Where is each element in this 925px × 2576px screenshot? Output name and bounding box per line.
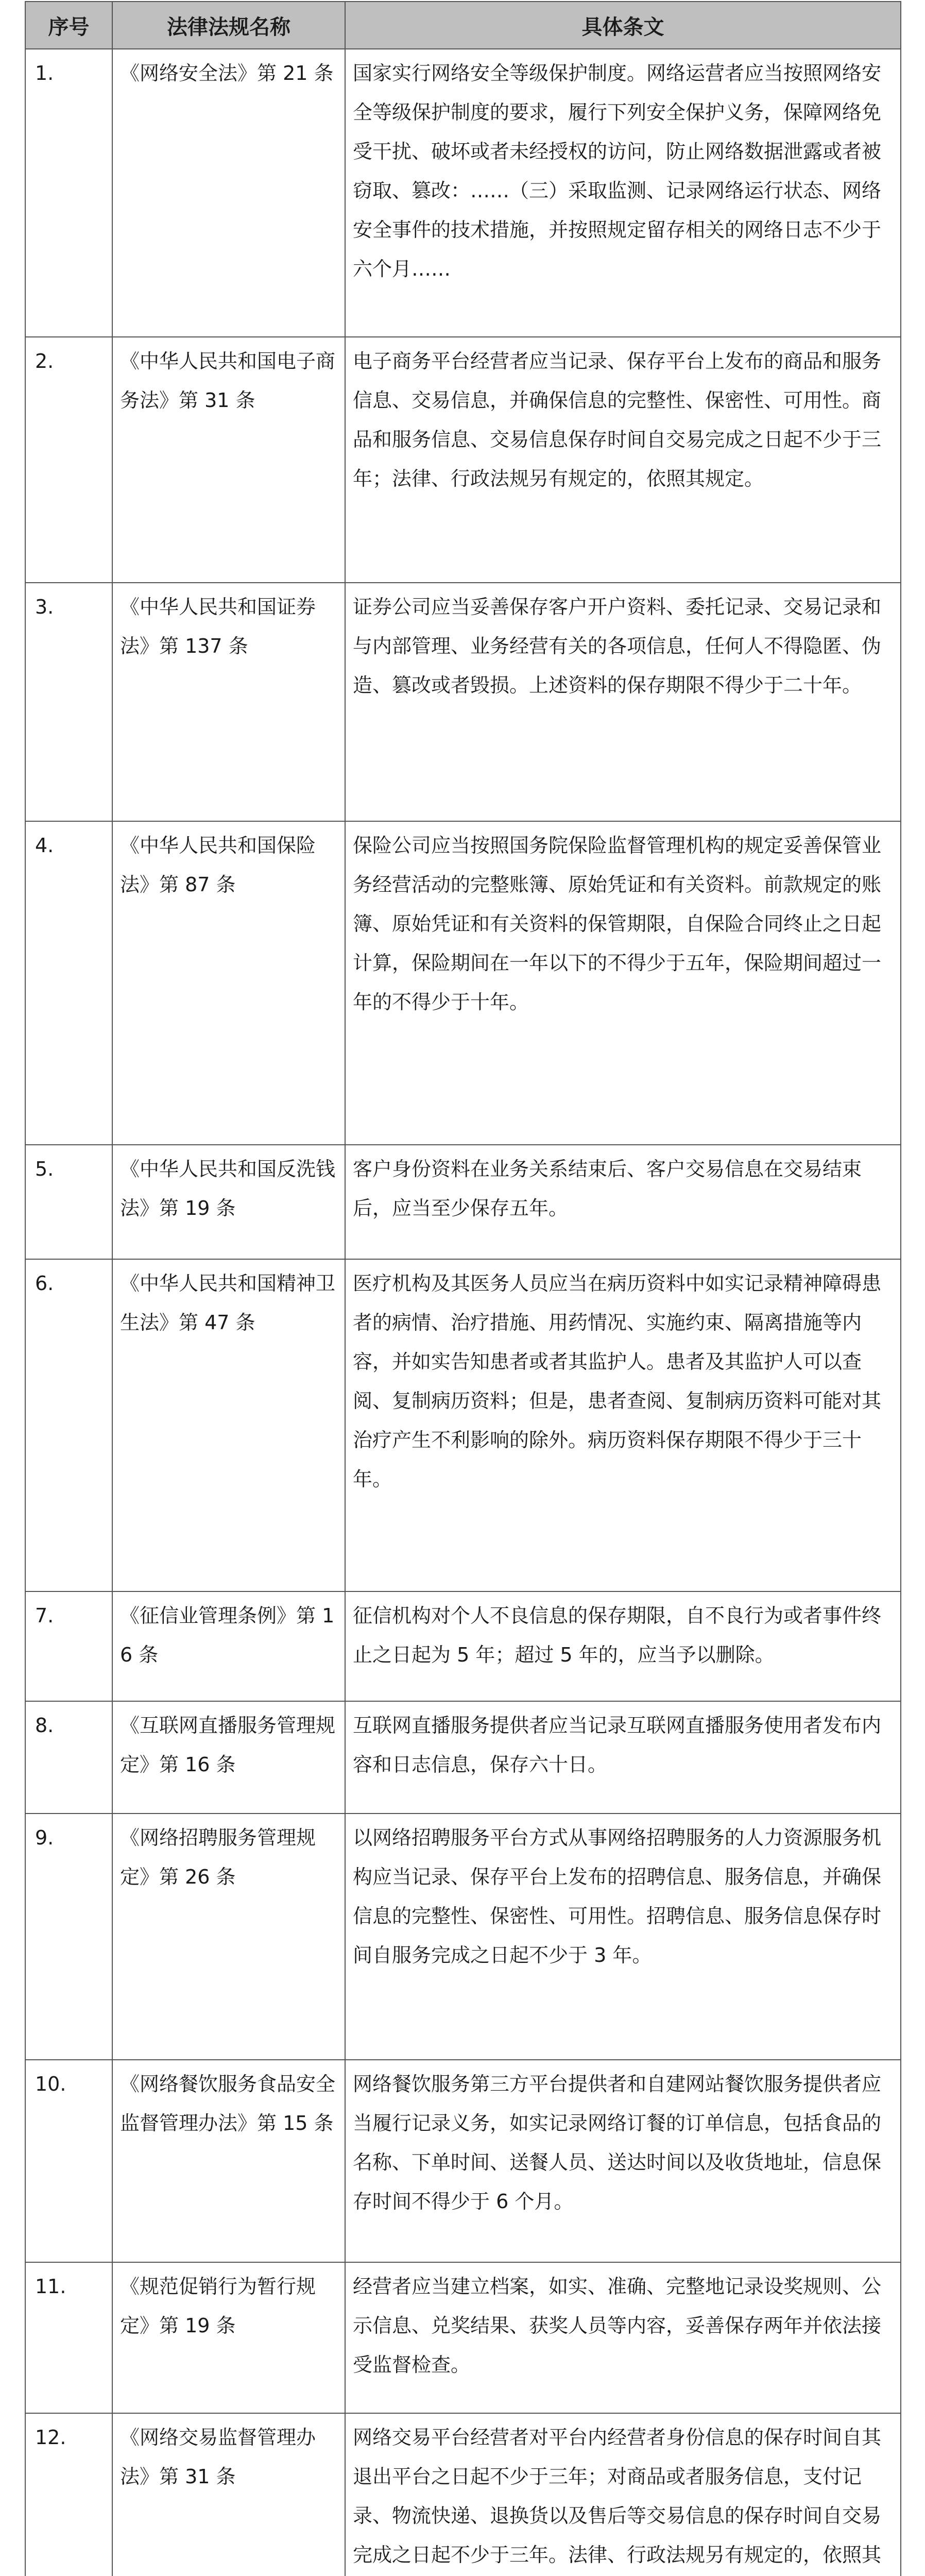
law-paragraph: 医疗机构及其医务人员应当在病历资料中如实记录精神障碍患者的病情、治疗措施、用药情况、实施约束、隔离措施等内容，并如实告知患者或者其监护人。患者及其监护人可以查阅、复制病历资料；但是，患者查阅、复制病历资料可能对其治疗产生不利影响的除外。病历资料保存期限不得少于三十年。	[353, 1272, 882, 1490]
law-text	[345, 1259, 901, 1591]
law-name: 《网络安全法》第 21 条	[112, 49, 345, 337]
table-row	[25, 1591, 901, 1702]
law-paragraph: 电子商务平台经营者应当记录、保存平台上发布的商品和服务信息、交易信息，并确保信息的完整性、保密性、可用性。商品和服务信息、交易信息保存时间自交易完成之日起不少于三年；法律、行政法规另有规定的，依照其规定。	[353, 349, 882, 490]
law-table	[25, 1, 901, 2576]
table-row	[25, 821, 901, 1145]
table-row	[25, 2262, 901, 2413]
row-number: 10.	[25, 2060, 112, 2262]
row-number: 4.	[25, 821, 112, 1145]
law-paragraph: 证券公司应当妥善保存客户开户资料、委托记录、交易记录和与内部管理、业务经营有关的各项信息，任何人不得隐匿、伪造、篡改或者毁损。上述资料的保存期限不得少于二十年。	[353, 596, 882, 697]
law-name: 《中华人民共和国保险法》第 87 条	[112, 821, 345, 1145]
law-paragraph: 以网络招聘服务平台方式从事网络招聘服务的人力资源服务机构应当记录、保存平台上发布的招聘信息、服务信息，并确保信息的完整性、保密性、可用性。招聘信息、服务信息保存时间自服务完成之日起不少于 3 年。	[353, 1826, 882, 1967]
document-page	[25, 1, 900, 2576]
law-text	[345, 2413, 901, 2576]
row-number: 5.	[25, 1145, 112, 1259]
law-paragraph: 互联网直播服务提供者应当记录互联网直播服务使用者发布内容和日志信息，保存六十日。	[353, 1714, 882, 1776]
law-text	[345, 337, 901, 583]
law-text	[345, 2060, 901, 2262]
table-row	[25, 1145, 901, 1259]
row-number: 12.	[25, 2413, 112, 2576]
law-text	[345, 49, 901, 337]
law-text	[345, 821, 901, 1145]
law-text	[345, 2262, 901, 2413]
law-paragraph: 网络交易平台经营者对平台内经营者身份信息的保存时间自其退出平台之日起不少于三年；对商品或者服务信息，支付记录、物流快递、退换货以及售后等交易信息的保存时间自交易完成之日起不少于三年。法律、行政法规另有规定的，依照其	[353, 2426, 882, 2566]
law-text	[345, 1591, 901, 1702]
row-number: 9.	[25, 1814, 112, 2059]
table-row	[25, 49, 901, 337]
table-row	[25, 337, 901, 583]
law-name: 《中华人民共和国电子商务法》第 31 条	[112, 337, 345, 583]
table-row	[25, 1814, 901, 2059]
law-name: 《网络招聘服务管理规定》第 26 条	[112, 1814, 345, 2059]
row-number: 11.	[25, 2262, 112, 2413]
table-row	[25, 2413, 901, 2576]
law-name: 《征信业管理条例》第 16 条	[112, 1591, 345, 1702]
law-text	[345, 583, 901, 821]
row-number: 2.	[25, 337, 112, 583]
row-number: 1.	[25, 49, 112, 337]
law-paragraph: 客户身份资料在业务关系结束后、客户交易信息在交易结束后，应当至少保存五年。	[353, 1157, 862, 1219]
law-name: 《网络交易监督管理办法》第 31 条	[112, 2413, 345, 2576]
table-row	[25, 1701, 901, 1814]
law-paragraph: 经营者应当建立档案，如实、准确、完整地记录设奖规则、公示信息、兑奖结果、获奖人员等内容，妥善保存两年并依法接受监督检查。	[353, 2275, 882, 2376]
header-law: 法律法规名称	[112, 2, 345, 49]
table-row	[25, 2060, 901, 2262]
law-text	[345, 1145, 901, 1259]
row-number: 3.	[25, 583, 112, 821]
law-name: 《互联网直播服务管理规定》第 16 条	[112, 1701, 345, 1814]
law-paragraph: 国家实行网络安全等级保护制度。网络运营者应当按照网络安全等级保护制度的要求，履行下列安全保护义务，保障网络免受干扰、破坏或者未经授权的访问，防止网络数据泄露或者被窃取、篡改：……（三）采取监测、记录网络运行状态、网络安全事件的技术措施，并按照规定留存相关的网络日志不少于六个月……	[353, 62, 882, 280]
table-row	[25, 1259, 901, 1591]
header-no: 序号	[25, 2, 112, 49]
law-name: 《网络餐饮服务食品安全监督管理办法》第 15 条	[112, 2060, 345, 2262]
law-paragraph: 保险公司应当按照国务院保险监督管理机构的规定妥善保管业务经营活动的完整账簿、原始凭证和有关资料。前款规定的账簿、原始凭证和有关资料的保管期限，自保险合同终止之日起计算，保险期间在一年以下的不得少于五年，保险期间超过一年的不得少于十年。	[353, 834, 882, 1014]
header-text: 具体条文	[345, 2, 901, 49]
law-paragraph: 征信机构对个人不良信息的保存期限，自不良行为或者事件终止之日起为 5 年；超过 5 年的，应当予以删除。	[353, 1604, 882, 1666]
row-number: 8.	[25, 1701, 112, 1814]
law-text	[345, 1814, 901, 2059]
row-number: 7.	[25, 1591, 112, 1702]
law-paragraph: 网络餐饮服务第三方平台提供者和自建网站餐饮服务提供者应当履行记录义务，如实记录网络订餐的订单信息，包括食品的名称、下单时间、送餐人员、送达时间以及收货地址，信息保存时间不得少于 6 个月。	[353, 2072, 882, 2213]
row-number: 6.	[25, 1259, 112, 1591]
header-row	[25, 2, 901, 49]
table-row	[25, 583, 901, 821]
law-name: 《规范促销行为暂行规定》第 19 条	[112, 2262, 345, 2413]
law-name: 《中华人民共和国反洗钱法》第 19 条	[112, 1145, 345, 1259]
law-text	[345, 1701, 901, 1814]
law-name: 《中华人民共和国精神卫生法》第 47 条	[112, 1259, 345, 1591]
law-name: 《中华人民共和国证券法》第 137 条	[112, 583, 345, 821]
